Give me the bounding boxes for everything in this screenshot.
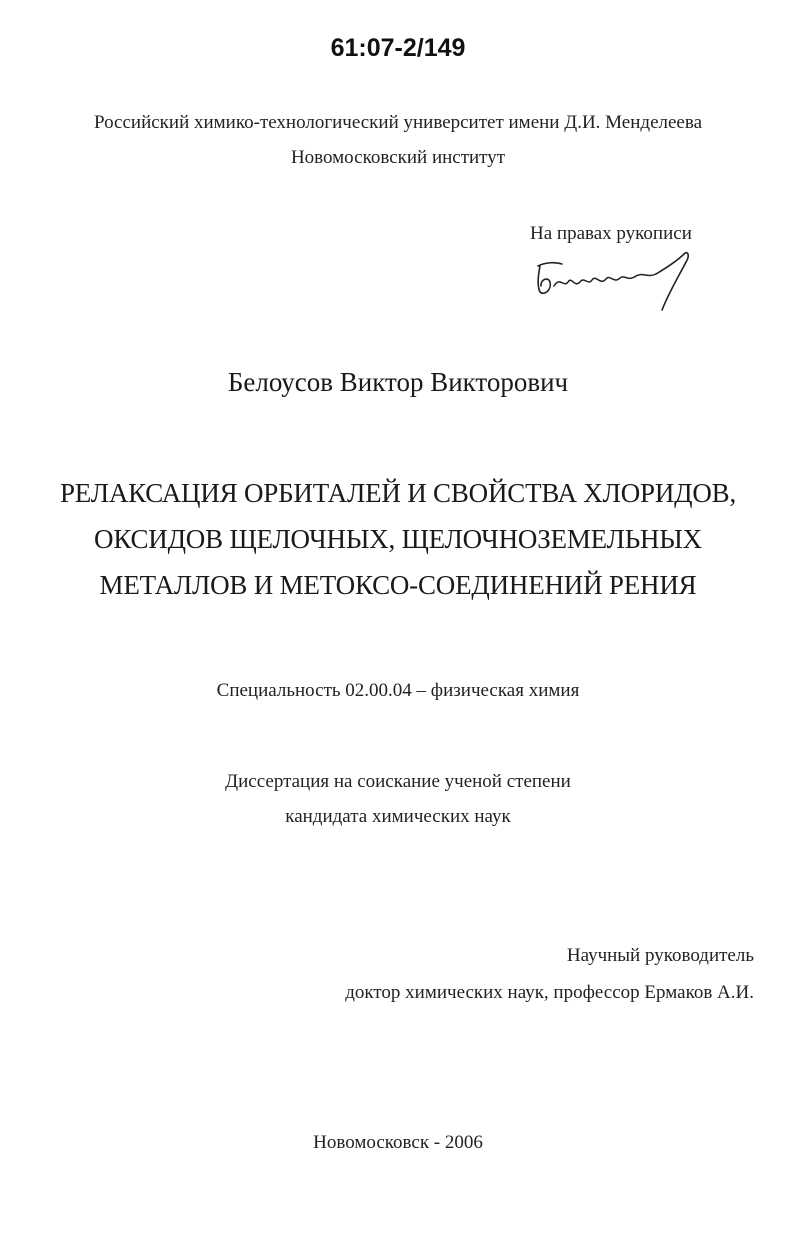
archive-stamp-number: 61:07-2/149: [330, 34, 466, 62]
handwritten-signature: [532, 246, 702, 316]
title-line: МЕТАЛЛОВ И МЕТОКСО-СОЕДИНЕНИЙ РЕНИЯ: [99, 570, 697, 600]
title-line: РЕЛАКСАЦИЯ ОРБИТАЛЕЙ И СВОЙСТВА ХЛОРИДОВ,: [59, 478, 737, 508]
supervisor-role: Научный руководитель: [566, 945, 754, 966]
degree-line: кандидата химических наук: [285, 806, 511, 827]
university-name: Российский химико-технологический университет имени Д.И. Менделеева: [93, 112, 703, 133]
city-and-year: Новомосковск - 2006: [313, 1132, 483, 1153]
manuscript-rights-note: На правах рукописи: [530, 223, 692, 244]
specialty-line: Специальность 02.00.04 – физическая химия: [216, 680, 580, 701]
title-line: ОКСИДОВ ЩЕЛОЧНЫХ, ЩЕЛОЧНОЗЕМЕЛЬНЫХ: [94, 524, 702, 554]
author-name: Белоусов Виктор Викторович: [227, 367, 569, 397]
degree-line: Диссертация на соискание ученой степени: [225, 771, 571, 792]
institute-name: Новомосковский институт: [290, 147, 506, 168]
supervisor-name: доктор химических наук, профессор Ермаков А.И.: [345, 982, 754, 1003]
